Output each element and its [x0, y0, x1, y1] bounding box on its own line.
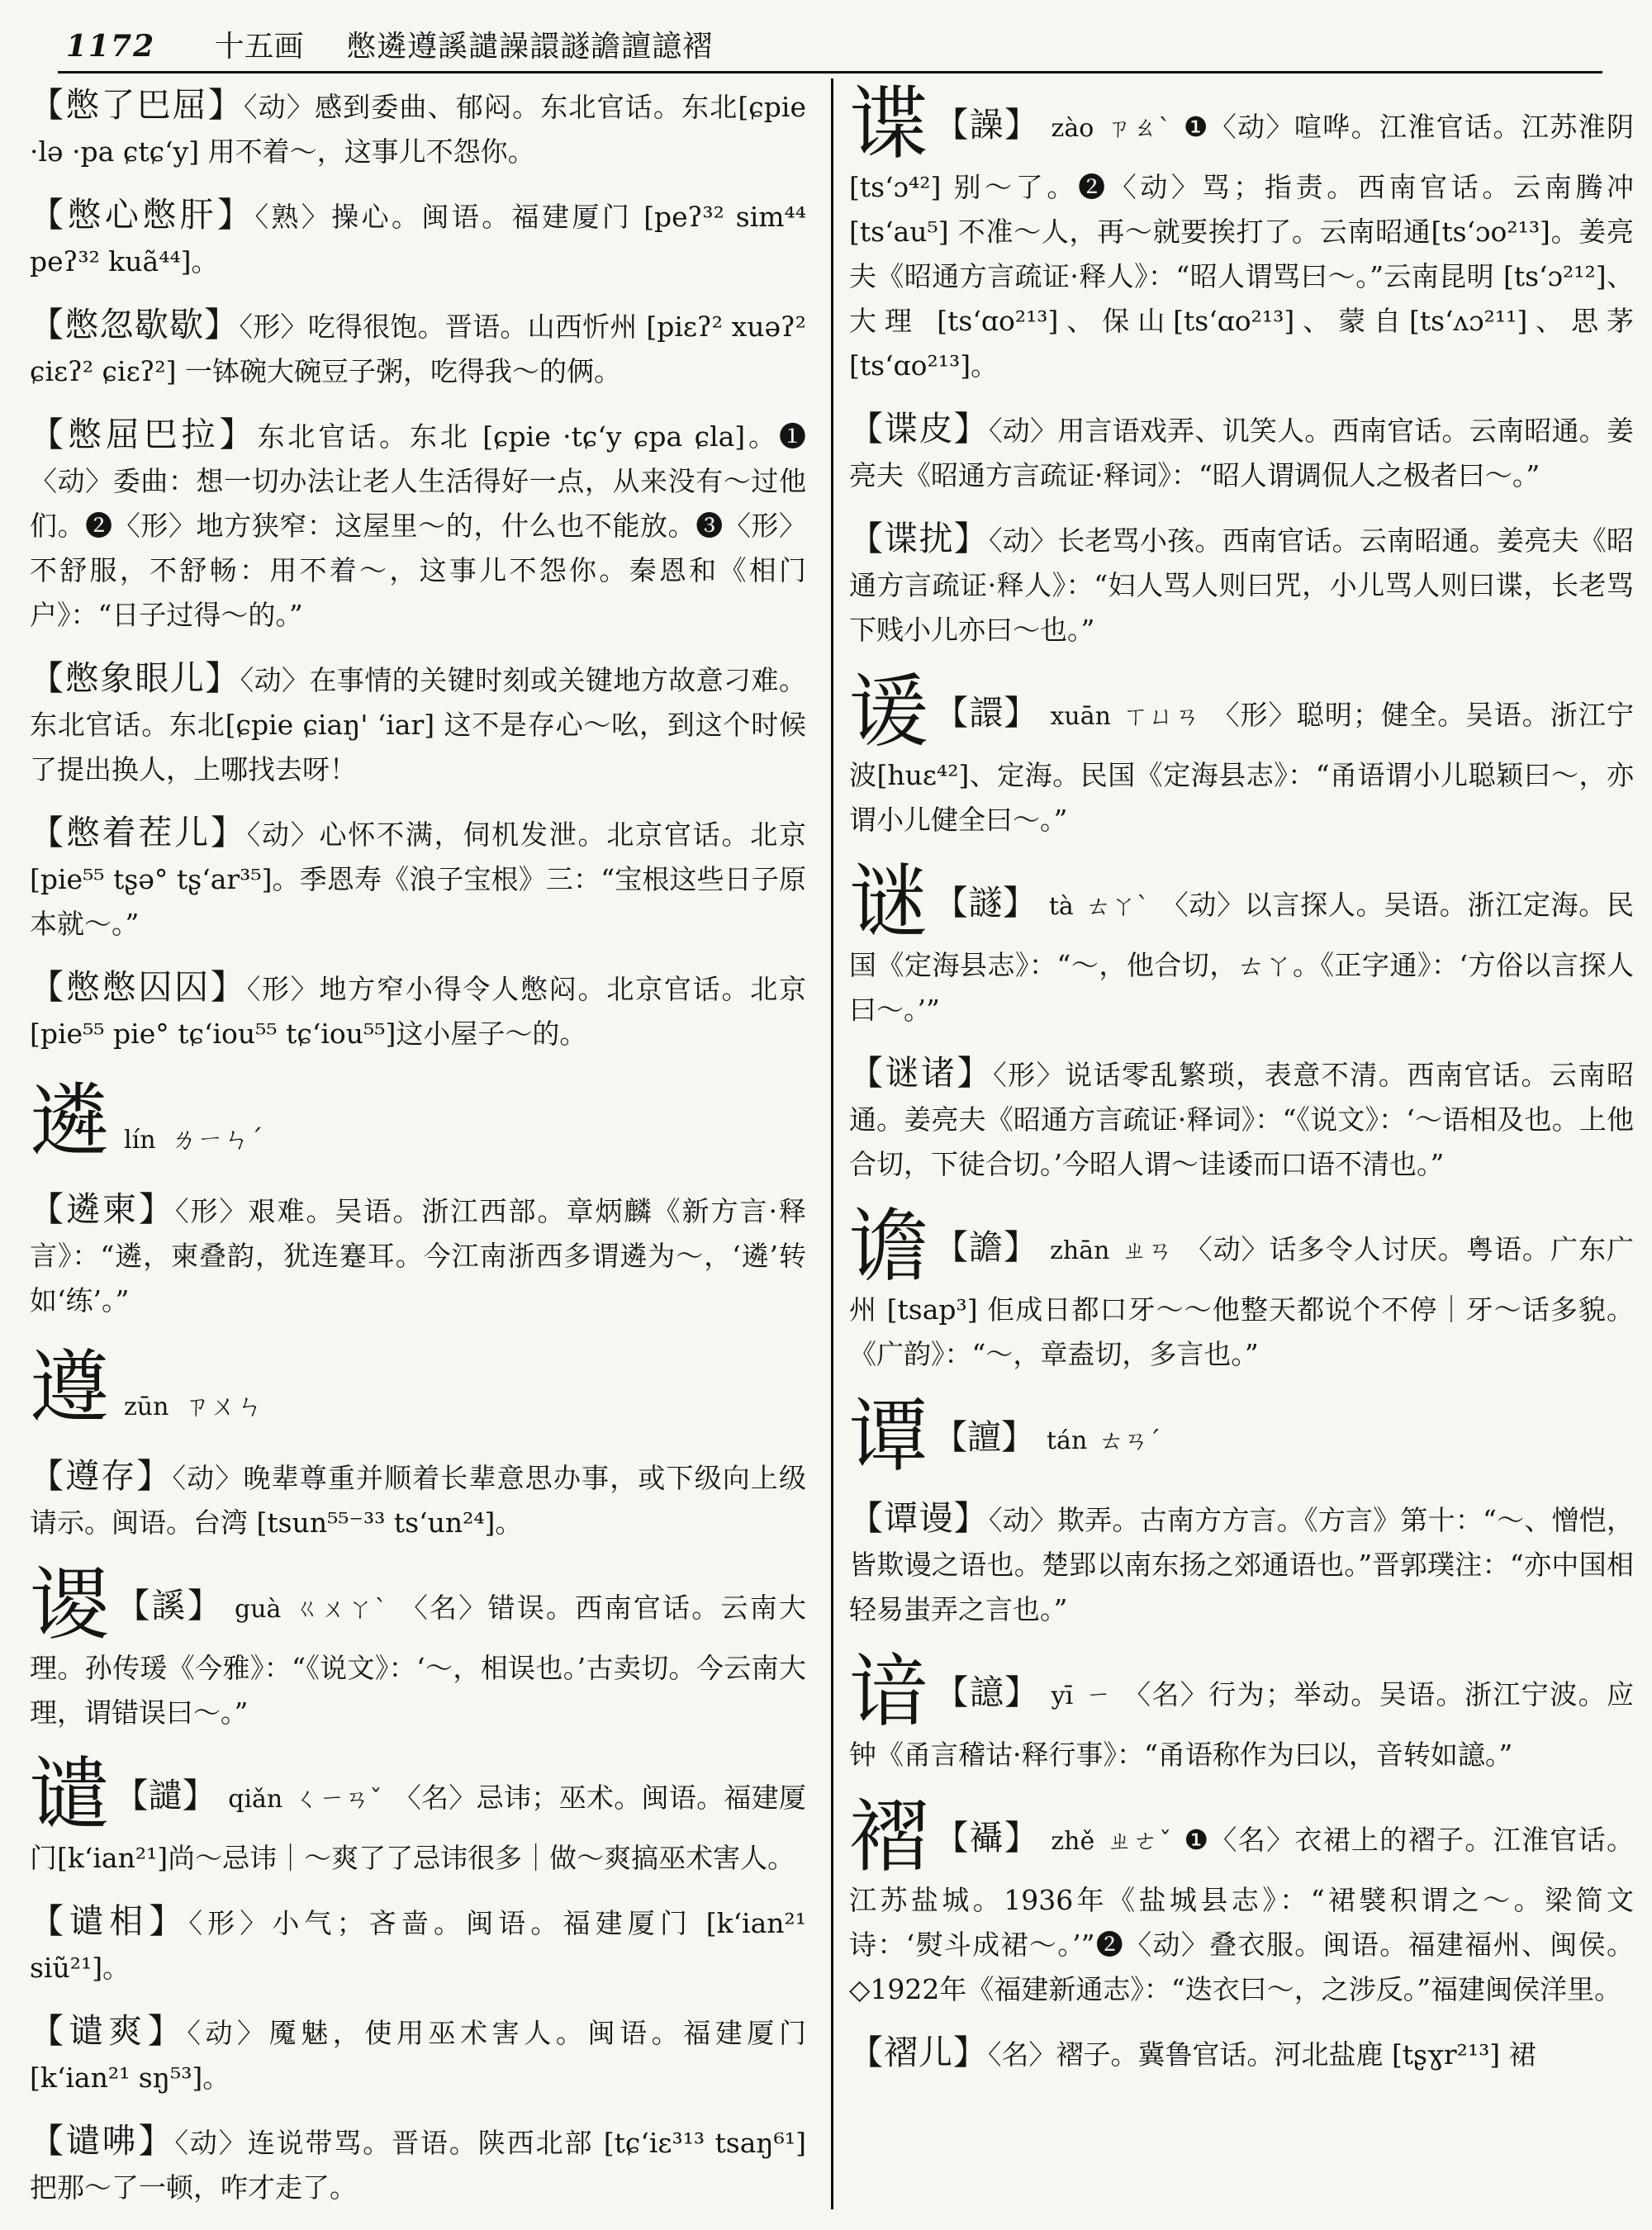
- traditional-form: 【譢】: [933, 883, 1037, 923]
- entry-headword: 【谜诸】: [849, 1053, 994, 1093]
- entry-headword: 【谍皮】: [849, 409, 989, 448]
- traditional-form: 【譴】: [114, 1776, 217, 1815]
- dictionary-entry: [30, 810, 806, 947]
- entry-pinyin: tán: [1047, 1426, 1088, 1455]
- dictionary-entry: [30, 83, 806, 174]
- entry-definition: 〈名〉忌讳；巫术。闽语。福建厦门[k‘ian²¹]尚～忌讳｜～爽了了忌讳很多｜做～爽搞巫术害人。: [30, 1782, 806, 1874]
- entry-character: 谍: [849, 83, 930, 170]
- entry-headword: 【谴咈】: [30, 2121, 175, 2161]
- dictionary-entry: [30, 302, 806, 394]
- entry-character: 谙: [849, 1645, 930, 1738]
- entry-definition: 〈形〉小气；吝啬。闽语。福建厦门 [k‘ian²¹ siũ²¹]。: [30, 1907, 806, 1984]
- entry-pinyin: xuān: [1050, 702, 1111, 731]
- column-divider: [831, 78, 833, 2209]
- entry-headword: 【褶儿】: [849, 2033, 988, 2072]
- entry-definition: 〈动〉长老骂小孩。西南官话。云南昭通。姜亮夫《昭通方言疏证·释人》：“妇人骂人则曰咒，小儿骂人则曰谍，长老骂下贱小儿亦曰～也。”: [849, 524, 1634, 646]
- entry-definition: 〈动〉话多令人讨厌。粤语。广东广州 [tsap³] 佢成日都口牙～～他整天都说个不停｜牙～话多貌。《广韵》：“～，章盍切，多言也。”: [849, 1233, 1634, 1370]
- traditional-form: 【譫】: [934, 1227, 1039, 1267]
- entry-zhuyin: ㄓㄜˇ: [1106, 1827, 1173, 1856]
- dictionary-entry: [849, 1496, 1634, 1632]
- entry-zhuyin: ㄧ: [1085, 1682, 1113, 1710]
- entry-zhuyin: ㄊㄢˊ: [1099, 1426, 1161, 1455]
- entry-character: 谜: [849, 856, 929, 948]
- entry-definition: 〈名〉褶子。冀鲁官话。河北盐鹿 [tʂɣr²¹³] 裙: [988, 2038, 1536, 2071]
- character-entry: [849, 83, 1634, 388]
- entry-definition: 东北官话。东北 [ɕpie ·tɕ‘y ɕpa ɕla]。❶〈动〉委曲：想一切办法让老人生活得好一点，从来没有～过他们。❷〈形〉地方狭窄：这屋里～的，什么也不能放。❸〈形〉不舒服，不舒畅：用不着～，这事儿不怨你。秦恩和《相门户》：“日子过得～的。”: [30, 420, 806, 631]
- entry-headword: 【谴相】: [30, 1901, 189, 1941]
- entry-definition: 〈形〉艰难。吴语。浙江西部。章炳麟《新方言·释言》：“遴，柬叠韵，犹连蹇耳。今江南浙西多谓遴为～，‘遴’转如‘练’。”: [30, 1195, 806, 1317]
- entry-definition: 〈形〉聪明；健全。吴语。浙江宁波[huɛ⁴²]、定海。民国《定海县志》：“甬语谓小儿聪颖曰～，亦谓小儿健全曰～。”: [849, 699, 1634, 836]
- dictionary-entry: [30, 2118, 806, 2210]
- entry-definition: 〈形〉地方窄小得令人憋闷。北京官话。北京[pie⁵⁵ pie° tɕ‘iou⁵⁵ tɕ‘iou⁵⁵]这小屋子～的。: [30, 973, 806, 1050]
- entry-character: 谵: [849, 1200, 930, 1293]
- traditional-form: 【譞】: [934, 693, 1039, 733]
- traditional-form: 【譩】: [934, 1672, 1040, 1712]
- entry-headword: 【谴爽】: [30, 2011, 188, 2051]
- entry-definition: 〈动〉感到委曲、郁闷。东北官话。东北[ɕpie ·lə ·pa ɕtɕ‘y] 用不着～，这事儿不怨你。: [30, 91, 806, 168]
- entry-pinyin: zào: [1051, 114, 1094, 143]
- entry-headword: 【遵存】: [30, 1456, 173, 1496]
- traditional-form: 【譠】: [933, 1417, 1035, 1457]
- entry-headword: 【憋着茬儿】: [30, 813, 247, 852]
- entry-zhuyin: ㄗㄠˋ: [1105, 114, 1172, 143]
- traditional-form: 【襵】: [934, 1818, 1040, 1858]
- character-entry: [849, 1390, 1634, 1483]
- entry-character: 谖: [849, 666, 930, 758]
- dictionary-entry: [30, 192, 806, 284]
- character-heading: [30, 1341, 806, 1454]
- entry-character: 谭: [849, 1390, 928, 1483]
- entry-definition: 〈形〉吃得很饱。晋语。山西忻州 [piɛʔ² xuəʔ² ɕiɛʔ² ɕiɛʔ²] 一钵碗大碗豆子粥，吃得我～的俩。: [30, 311, 806, 387]
- character-entry: [849, 1791, 1634, 2012]
- dictionary-entry: [849, 1051, 1634, 1187]
- traditional-form: 【譟】: [934, 105, 1040, 145]
- dictionary-entry: [849, 406, 1634, 498]
- character-entry: [849, 856, 1634, 1032]
- page-number: 1172: [66, 29, 156, 64]
- character-entry: [849, 666, 1634, 842]
- entry-definition: 〈动〉在事情的关键时刻或关键地方故意刁难。东北官话。东北[ɕpie ɕiaŋ' ‘iar] 这不是存心～吆，到这个时候了提出换人，上哪找去呀！: [30, 664, 806, 785]
- dictionary-entry: [30, 2009, 806, 2100]
- header-characters: 憋遴遵謑譴譟譞譢譫譠譩褶: [346, 30, 714, 64]
- entry-pinyin: yī: [1051, 1682, 1074, 1710]
- dictionary-entry: [849, 516, 1634, 652]
- header-rule: [58, 71, 1602, 74]
- entry-pinyin: qiǎn: [228, 1785, 283, 1814]
- entry-definition: 〈动〉连说带骂。晋语。陕西北部 [tɕ‘iɛ³¹³ tsaŋ⁶¹] 把那～了一顿，咋才走了。: [30, 2127, 806, 2204]
- entry-character: 褶: [849, 1791, 930, 1883]
- head-pinyin: lín: [124, 1126, 156, 1155]
- head-zhuyin: ㄗㄨㄣ: [183, 1390, 263, 1421]
- head-zhuyin: ㄌㄧㄣˊ: [170, 1123, 263, 1155]
- entry-definition: 〈名〉错误。西南官话。云南大理。孙传瑗《今雅》：“《说文》：‘～，相误也。’古卖切。今云南大理，谓错误曰～。”: [30, 1592, 806, 1729]
- character-heading: [30, 1075, 806, 1187]
- entry-zhuyin: ㄓㄢ: [1121, 1236, 1174, 1265]
- entry-headword: 【憋心憋肝】: [30, 195, 255, 235]
- head-character: 遴: [30, 1075, 109, 1167]
- entry-zhuyin: ㄊㄚˋ: [1085, 892, 1150, 921]
- character-entry: [849, 1200, 1634, 1377]
- entry-pinyin: zhě: [1051, 1827, 1095, 1856]
- entry-pinyin: tà: [1048, 892, 1074, 921]
- entry-definition: 〈动〉欺弄。古南方方言。《方言》第十：“～、憎恺，皆欺谩之语也。楚郢以南东扬之郊通语也。”晋郭璞注：“亦中国相轻易蚩弄之言也。”: [849, 1504, 1634, 1625]
- dictionary-entry: [849, 2030, 1634, 2077]
- entry-definition: 〈动〉魇魅，使用巫术害人。闽语。福建厦门 [k‘ian²¹ sŋ⁵³]。: [30, 2017, 806, 2094]
- entry-definition: 〈动〉晚辈尊重并顺着长辈意思办事，或下级向上级请示。闽语。台湾 [tsun⁵⁵⁻³³ ts‘un²⁴]。: [30, 1462, 806, 1539]
- dictionary-entry: [30, 1454, 806, 1545]
- dictionary-entry: [30, 1899, 806, 1990]
- entry-definition: 〈动〉以言探人。吴语。浙江定海。民国《定海县志》：“～，他合切，ㄊㄚ。《正字通》：‘方俗以言探人曰～。’”: [849, 889, 1634, 1026]
- dictionary-entry: [30, 656, 806, 792]
- page-header: [66, 23, 1602, 69]
- character-entry: [849, 1645, 1634, 1777]
- entry-headword: 【遴柬】: [30, 1189, 175, 1229]
- entry-character: 谡: [30, 1559, 112, 1651]
- entry-definition: 〈形〉说话零乱繁琐，表意不清。西南官话。云南昭通。姜亮夫《昭通方言疏证·释词》：“《说文》：‘～语相及也。上他合切，下徒合切。’今昭人谓～诖诿而口语不清也。”: [849, 1059, 1634, 1180]
- entry-definition: ❶〈动〉喧哗。江淮官话。江苏淮阴[ts‘ɔ⁴²] 别～了。❷〈动〉骂；指责。西南官话。云南腾冲[ts‘au⁵] 不准～人，再～就要挨打了。云南昭通[ts‘ɔo²¹³]。姜亮夫《昭通方言疏证·释人》：“昭人谓骂曰～。”云南昆明 [ts‘ɔ²¹²]、大理 [ts‘ɑo²¹³]、保山[ts‘ɑo²¹³]、蒙自[ts‘ʌɔ²¹¹]、思茅 [ts‘ɑo²¹³]。: [849, 111, 1634, 382]
- entry-definition: 〈动〉用言语戏弄、讥笑人。西南官话。云南昭通。姜亮夫《昭通方言疏证·释词》：“昭人谓调侃人之极者曰～。”: [849, 415, 1634, 491]
- entry-zhuyin: ㄑㄧㄢˇ: [294, 1785, 382, 1814]
- entry-definition: 〈动〉心怀不满，伺机发泄。北京官话。北京[pie⁵⁵ tʂə° tʂ‘ar³⁵]。季恩寿《浪子宝根》三：“宝根这些日子原本就～。”: [30, 818, 806, 940]
- entry-headword: 【憋憋囚囚】: [30, 967, 247, 1007]
- head-character: 遵: [30, 1341, 109, 1434]
- dictionary-entry: [30, 965, 806, 1056]
- entry-definition: ❶〈名〉衣裙上的褶子。江淮官话。江苏盐城。1936年《盐城县志》：“裙襞积谓之～。梁简文诗：‘熨斗成裙～。’”❷〈动〉叠衣服。闽语。福建福州、闽侯。◇1922年《福建新通志》：“迭衣曰～，之涉反。”福建闽侯洋里。: [849, 1824, 1634, 2005]
- entry-zhuyin: ㄒㄩㄢ: [1122, 702, 1201, 731]
- entry-headword: 【谭谩】: [849, 1498, 989, 1538]
- character-entry: [30, 1559, 806, 1735]
- entry-zhuyin: ㄍㄨㄚˋ: [292, 1595, 389, 1624]
- stroke-section: 十五画: [214, 30, 304, 64]
- head-pinyin: zūn: [124, 1393, 169, 1421]
- dictionary-entry: [30, 1187, 806, 1323]
- entry-headword: 【憋了巴屈】: [30, 85, 244, 125]
- entry-headword: 【憋忽歇歇】: [30, 305, 240, 344]
- right-column: [849, 83, 1634, 2095]
- character-entry: [30, 1748, 806, 1881]
- entry-definition: 〈熟〉操心。闽语。福建厦门 [peʔ³² sim⁴⁴ peʔ³² kuã⁴⁴]。: [30, 201, 806, 278]
- traditional-form: 【謑】: [116, 1586, 224, 1625]
- entry-character: 谴: [30, 1748, 110, 1841]
- entry-pinyin: guà: [235, 1595, 282, 1624]
- entry-headword: 【憋屈巴拉】: [30, 415, 258, 454]
- entry-pinyin: zhān: [1050, 1236, 1110, 1265]
- left-column: [30, 83, 806, 2228]
- dictionary-entry: [30, 412, 806, 638]
- entry-headword: 【谍扰】: [849, 519, 989, 558]
- entry-headword: 【憋象眼儿】: [30, 658, 240, 698]
- entry-definition: 〈名〉行为；举动。吴语。浙江宁波。应钟《甬言稽诂·释行事》：“甬语称作为曰以，音转如譩。”: [849, 1678, 1634, 1771]
